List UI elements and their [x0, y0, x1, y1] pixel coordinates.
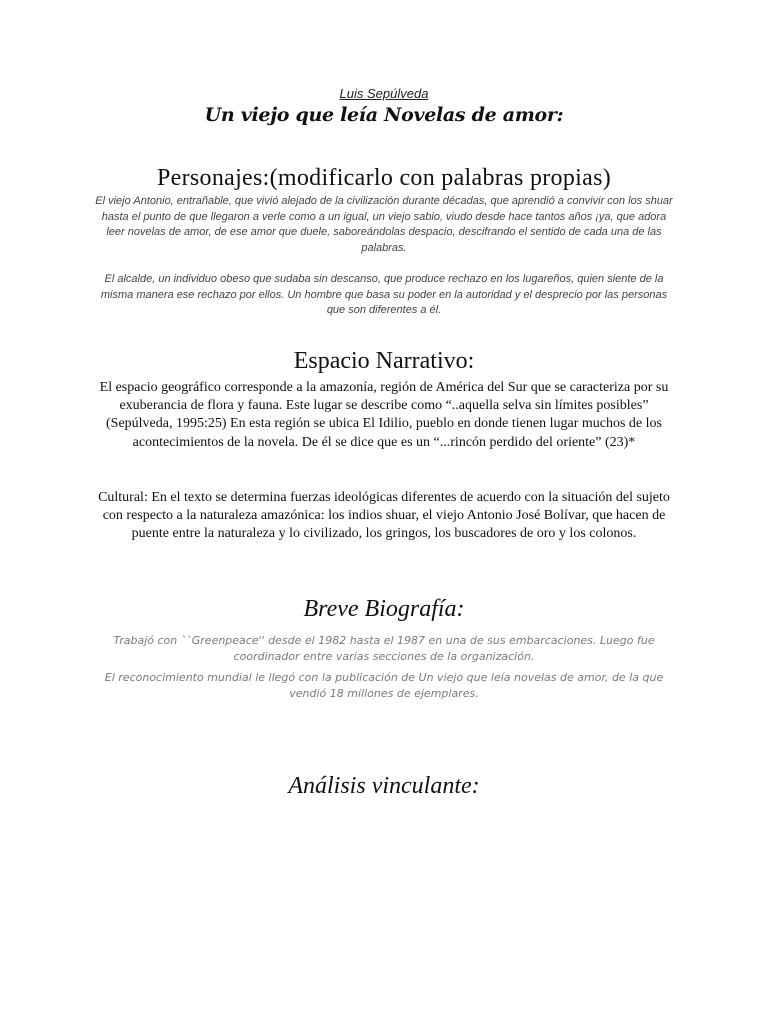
heading-analisis-vinculante: Análisis vinculante:: [288, 773, 480, 799]
book-title: Un viejo que leía Novelas de amor:: [204, 104, 564, 126]
heading-espacio-narrativo: Espacio Narrativo:: [293, 348, 475, 374]
paragraph-biografia-reconocimiento: El reconocimiento mundial le llegó con la publicación de Un viejo que leía novelas de amor, de la que vendió 18 millones de ejemplares.: [104, 671, 664, 700]
paragraph-biografia-greenpeace: Trabajó con ``Greenpeace'' desde el 1982 hasta el 1987 en una de sus embarcaciones. Luego fue coordinador entre varias secciones de la organización.: [113, 634, 655, 663]
heading-personajes: Personajes:(modificarlo con palabras propias): [156, 165, 612, 191]
author-name: Luis Sepúlveda: [339, 86, 429, 101]
paragraph-espacio-geografico: El espacio geográfico corresponde a la amazonía, región de América del Sur que se caracteriza por su exuberancia de flora y fauna. Este lugar se describe como “..aquella selva sin límites posibles” (Sepúlveda, 1995:25) En esta región se ubica El Idilio, pueblo en donde tienen lugar muchos de los acontecimientos de la novela. De él se dice que es un “...rincón perdido del oriente” (23)*: [99, 380, 669, 450]
paragraph-cultural: Cultural: En el texto se determina fuerzas ideológicas diferentes de acuerdo con la situación del sujeto con respecto a la naturaleza amazónica: los indios shuar, el viejo Antonio José Bolívar, que hacen de puente entre la naturaleza y lo civilizado, los gringos, los buscadores de oro y los colonos.: [98, 490, 670, 542]
heading-breve-biografia: Breve Biografía:: [303, 596, 465, 622]
paragraph-antonio: El viejo Antonio, entrañable, que vivió alejado de la civilización durante décadas, que aprendió a convivir con los shuar hasta el punto de que llegaron a verle como a un igual, un viejo sabio, viudo desde hace tantos años ¡ya, que adora leer novelas de amor, de ese amor que duele, saboreándolas despacio, descifrando el sentido de cada una de las palabras.: [95, 195, 673, 255]
paragraph-alcalde: El alcalde, un individuo obeso que sudaba sin descanso, que produce rechazo en los lugareños, quien siente de la misma manera ese rechazo por ellos. Un hombre que basa su poder en la autoridad y el desprecio por las personas que son diferentes a él.: [100, 273, 668, 317]
